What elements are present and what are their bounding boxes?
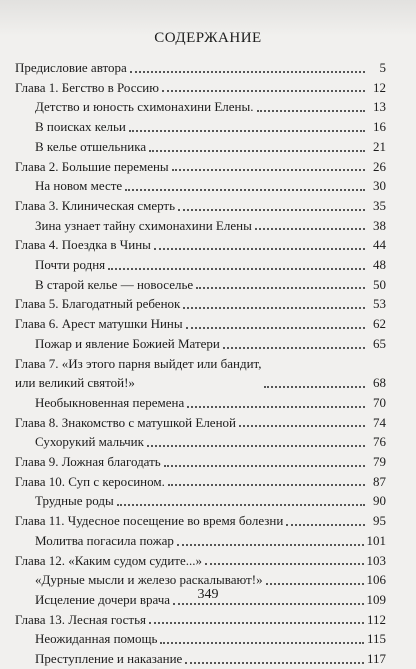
toc-subentry — [15, 629, 386, 649]
toc-subentry — [15, 137, 386, 157]
dot-leader — [129, 129, 365, 132]
toc-page-number: 30 — [373, 178, 386, 194]
toc-chapter-entry — [15, 610, 386, 630]
toc-chapter-entry — [15, 196, 386, 216]
toc-entry-title: Зина узнает тайну схимонахини Елены — [35, 217, 252, 233]
toc-page-number: 70 — [373, 394, 386, 410]
toc-subentry — [15, 531, 386, 551]
toc-subentry — [15, 334, 386, 354]
toc-page-number: 35 — [373, 197, 386, 213]
dot-leader — [257, 109, 366, 112]
dot-leader — [108, 267, 365, 270]
toc-page-number: 50 — [373, 276, 386, 292]
toc-entry-title: Молитва погасила пожар — [35, 532, 174, 548]
toc-chapter-entry — [15, 551, 386, 571]
toc-page-number: 26 — [373, 158, 386, 174]
toc-entry-title: На новом месте — [35, 178, 123, 194]
dot-leader — [185, 661, 364, 664]
toc-chapter-entry — [15, 413, 386, 433]
dot-leader — [172, 168, 365, 171]
toc-page-number: 65 — [373, 335, 386, 351]
toc-page-number: 68 — [373, 375, 386, 391]
toc-page-number: 44 — [373, 237, 386, 253]
dot-leader — [149, 621, 364, 624]
toc-entry-title: Глава 12. «Каким судом судите...» — [15, 552, 202, 568]
toc-page-number: 101 — [366, 532, 386, 548]
toc-chapter-entry — [15, 58, 386, 78]
toc-chapter-entry — [15, 294, 386, 314]
dot-leader — [177, 543, 364, 546]
toc-subentry — [15, 117, 386, 137]
toc-page-number: 74 — [373, 414, 386, 430]
toc-entry-title: Неожиданная помощь — [35, 631, 158, 647]
toc-entry-title: Пожар и явление Божией Матери — [35, 335, 220, 351]
dot-leader — [239, 424, 365, 427]
toc-subentry — [15, 393, 386, 413]
toc-page-number: 103 — [366, 552, 386, 568]
dot-leader — [154, 247, 365, 250]
toc-subentry — [15, 432, 386, 452]
toc-subentry — [15, 255, 386, 275]
toc-entry-title: Глава 13. Лесная гостья — [15, 611, 147, 627]
dot-leader — [160, 641, 364, 644]
toc-entry-title: Сухорукий мальчик — [35, 434, 144, 450]
dot-leader — [183, 306, 365, 309]
toc-chapter-entry — [15, 157, 386, 177]
toc-entry-title: Глава 5. Благодатный ребенок — [15, 296, 181, 312]
toc-entry-title: Глава 6. Арест матушки Нины — [15, 316, 183, 332]
dot-leader — [196, 286, 365, 289]
toc-entry-title: Глава 8. Знакомство с матушкой Еленой — [15, 414, 236, 430]
dot-leader — [117, 503, 365, 506]
toc-chapter-entry — [15, 235, 386, 255]
dot-leader — [168, 483, 365, 486]
dot-leader — [187, 405, 365, 408]
dot-leader — [130, 70, 365, 73]
toc-chapter-entry — [15, 452, 386, 472]
toc-entry-title: Исцеление дочери врача — [35, 591, 171, 607]
toc-page-number: 90 — [373, 493, 386, 509]
toc-page-number: 53 — [373, 296, 386, 312]
toc-page-number: 79 — [373, 454, 386, 470]
toc-subentry — [15, 649, 386, 669]
toc-chapter-entry — [15, 472, 386, 492]
toc-entry-title-line: Глава 7. «Из этого парня выйдет или бандит, — [15, 355, 262, 371]
toc-page-number: 12 — [373, 79, 386, 95]
toc-subentry — [15, 275, 386, 295]
page-number: 349 — [197, 587, 219, 602]
page-title: СОДЕРЖАНИЕ — [154, 30, 262, 46]
toc-entry-title — [15, 354, 261, 393]
toc-entry-title: Глава 9. Ложная благодать — [15, 454, 161, 470]
toc-entry-title: Глава 3. Клиническая смерть — [15, 197, 176, 213]
toc-chapter-entry — [15, 314, 386, 334]
dot-leader — [266, 582, 364, 585]
dot-leader — [255, 227, 365, 230]
toc-entry-title: Глава 10. Суп с керосином. — [15, 473, 165, 489]
toc-page-number: 48 — [373, 257, 386, 273]
toc-page-number: 5 — [379, 60, 386, 75]
toc-entry-title: Глава 1. Бегство в Россию — [15, 79, 159, 95]
toc-page-number: 109 — [366, 591, 386, 607]
toc-page-number: 112 — [366, 611, 386, 627]
toc-entry-title: «Дурные мысли и железо раскалывают!» — [35, 572, 263, 588]
toc-entry-title: Глава 11. Чудесное посещение во время болезни — [15, 513, 284, 529]
toc-entry-title: В старой келье — новоселье — [35, 276, 194, 292]
toc-page-number: 106 — [366, 572, 386, 588]
toc-page-number: 13 — [373, 99, 386, 115]
toc-subentry — [15, 491, 386, 511]
toc-page-number: 117 — [366, 651, 386, 667]
toc-subentry — [15, 97, 386, 117]
toc-page-number: 115 — [366, 631, 386, 647]
dot-leader — [178, 208, 365, 211]
toc-page-number: 21 — [373, 138, 386, 154]
toc-entry-title: Детство и юность схимонахини Елены. — [35, 99, 254, 115]
toc-entry-title: Глава 4. Поездка в Чины — [15, 237, 151, 253]
toc-page-number: 38 — [373, 217, 386, 233]
toc-subentry — [15, 216, 386, 236]
toc-page-number: 62 — [373, 316, 386, 332]
toc-chapter-entry — [15, 354, 386, 393]
toc-entry-title: В поисках кельи — [35, 119, 126, 135]
toc-page-number: 16 — [373, 119, 386, 135]
dot-leader — [125, 188, 365, 191]
table-of-contents — [15, 58, 386, 669]
toc-page-number: 76 — [373, 434, 386, 450]
dot-leader — [223, 346, 365, 349]
dot-leader — [147, 444, 365, 447]
toc-entry-title: Почти родня — [35, 257, 106, 273]
toc-entry-title: Глава 2. Большие перемены — [15, 158, 169, 174]
dot-leader — [164, 464, 365, 467]
dot-leader — [286, 523, 365, 526]
toc-chapter-entry — [15, 78, 386, 98]
toc-page-number: 87 — [373, 473, 386, 489]
dot-leader — [186, 326, 365, 329]
dot-leader — [264, 385, 365, 388]
toc-page-number: 95 — [373, 513, 386, 529]
dot-leader — [162, 89, 365, 92]
toc-entry-title: В келье отшельника — [35, 138, 147, 154]
dot-leader — [205, 562, 364, 565]
toc-subentry — [15, 176, 386, 196]
toc-chapter-entry — [15, 511, 386, 531]
toc-entry-title: Трудные роды — [35, 493, 114, 509]
toc-entry-title: Необыкновенная перемена — [35, 394, 185, 410]
toc-entry-title: Преступление и наказание — [35, 651, 183, 667]
toc-entry-title-line: или великий святой!» — [15, 375, 135, 391]
toc-entry-title: Предисловие автора — [15, 60, 127, 75]
dot-leader — [149, 149, 365, 152]
